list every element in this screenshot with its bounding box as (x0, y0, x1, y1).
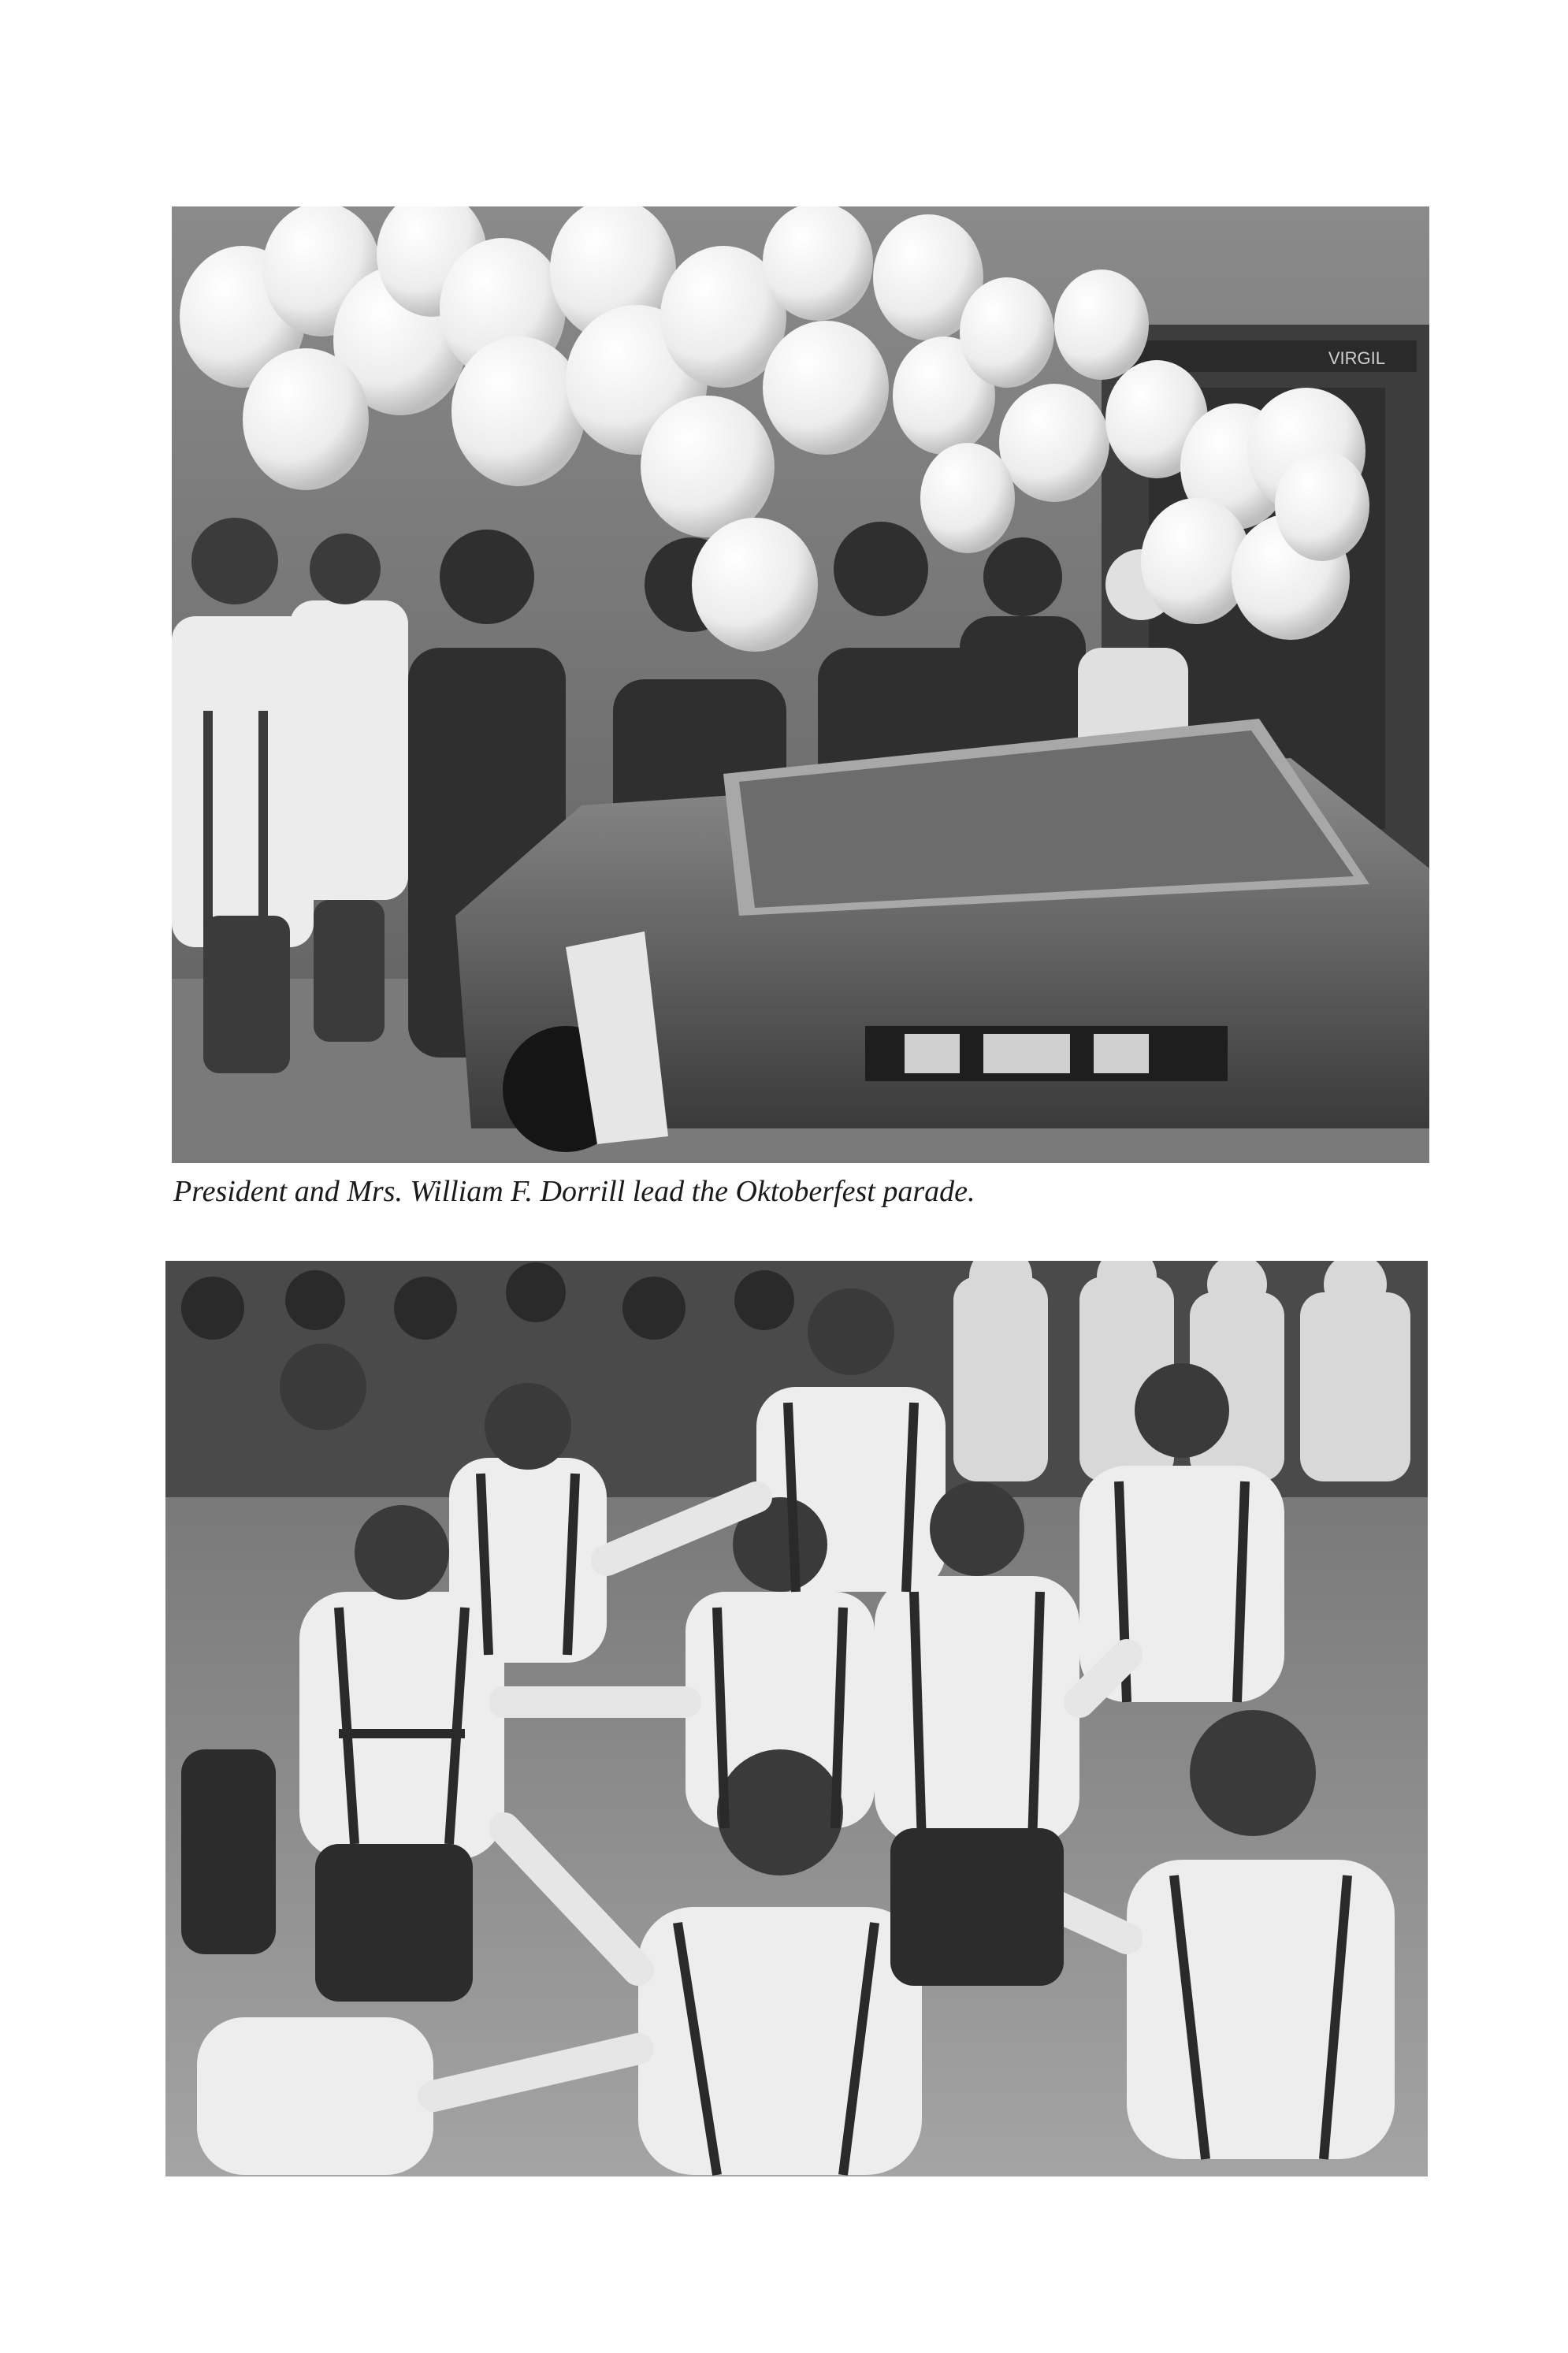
parade-photo-drawing (172, 206, 1429, 1163)
dance-photo (165, 1261, 1428, 2176)
dance-photo-drawing (165, 1261, 1428, 2176)
parade-photo (172, 206, 1429, 1163)
building-sign: VIRGIL (1328, 348, 1385, 368)
photo-caption: President and Mrs. William F. Dorrill lead the Oktoberfest parade. (173, 1175, 975, 1208)
